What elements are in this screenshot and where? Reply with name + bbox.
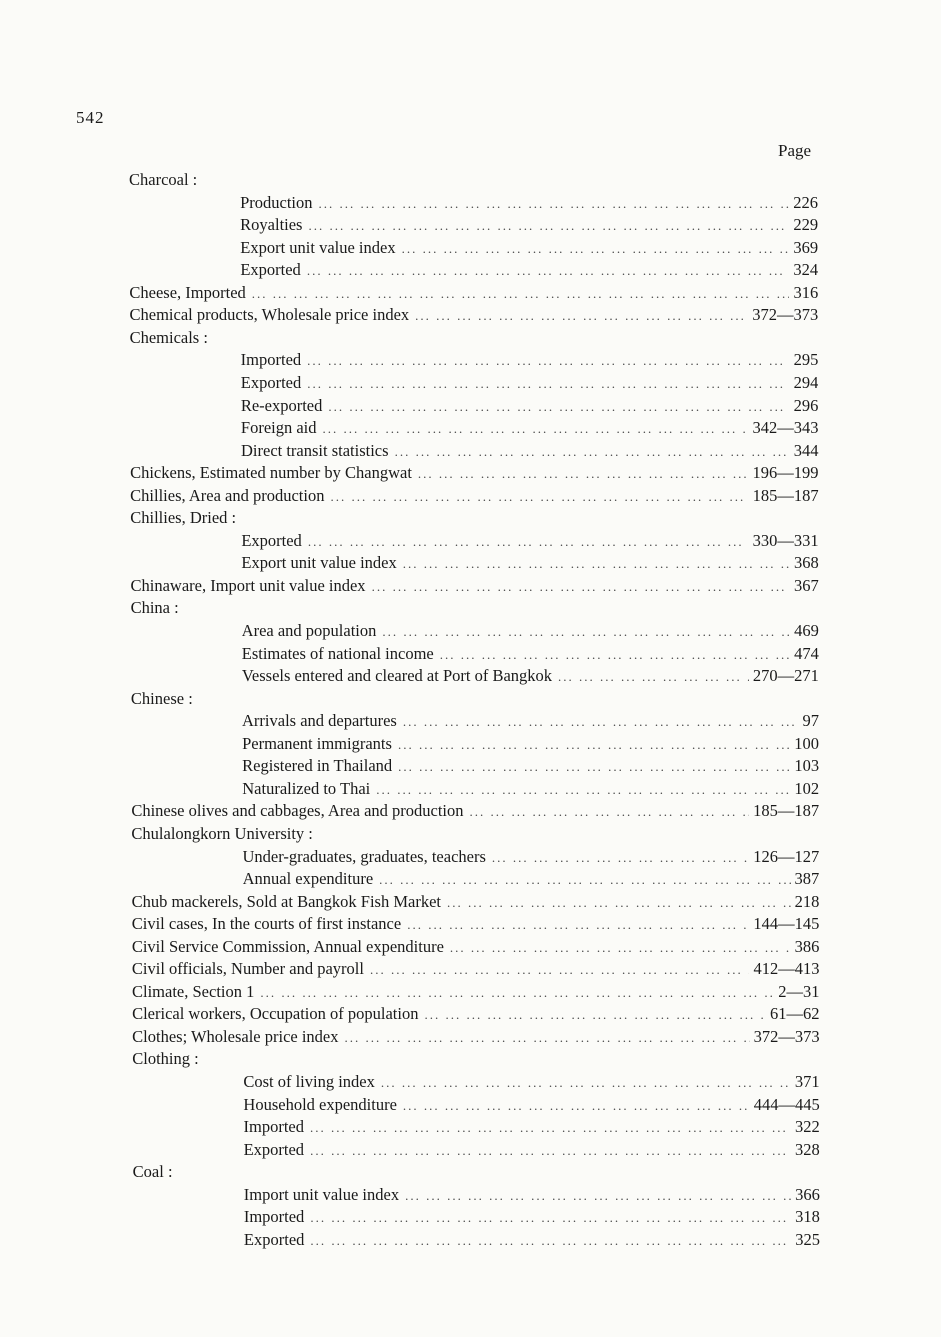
entry-page: 318 — [795, 1207, 820, 1227]
entry-label: Area and population — [241, 621, 377, 640]
index-entry — [132, 959, 820, 981]
dot-leader — [447, 895, 791, 911]
entry-label: Clerical workers, Occupation of population — [132, 1004, 419, 1024]
entry-label: Arrivals and departures — [242, 711, 397, 731]
entry-page: 226 — [793, 192, 819, 212]
index-entry — [131, 576, 819, 598]
index-subentry — [241, 441, 819, 463]
index-subentry — [243, 1095, 819, 1117]
index-subentry — [243, 869, 820, 891]
dot-leader — [450, 940, 791, 956]
entry-page: 103 — [794, 756, 820, 776]
page-column-header: Page — [778, 141, 812, 160]
dot-leader — [310, 1210, 791, 1226]
dot-leader — [307, 263, 790, 279]
entry-page: 296 — [793, 395, 819, 415]
entry-page: 325 — [795, 1229, 820, 1249]
entry-page: 97 — [802, 711, 819, 731]
dot-leader — [345, 1030, 750, 1046]
dot-leader — [402, 241, 790, 257]
index-heading: Chemicals : — [129, 327, 208, 347]
dot-leader — [407, 917, 749, 933]
entry-page: 61—62 — [770, 1004, 820, 1024]
index-subentry — [244, 1117, 820, 1139]
page-number: 542 — [76, 108, 105, 127]
entry-label: Clothes; Wholesale price index — [132, 1026, 339, 1046]
entry-page: 369 — [793, 237, 819, 257]
dot-leader — [376, 782, 790, 798]
index-subentry — [242, 666, 819, 688]
dot-leader — [370, 962, 750, 978]
entry-page: 330—331 — [752, 530, 819, 550]
index-entry — [129, 283, 818, 305]
entry-label: Chickens, Estimated number by Changwat — [130, 463, 412, 483]
index-subentry — [242, 621, 819, 643]
dot-leader — [440, 647, 790, 663]
index-heading: China : — [130, 598, 179, 618]
entry-page: 2—31 — [778, 981, 820, 1001]
index-entry — [132, 982, 820, 1004]
dot-leader — [558, 669, 749, 685]
entry-page: 102 — [794, 778, 820, 798]
index-subentry — [243, 1072, 819, 1094]
dot-leader — [307, 376, 789, 392]
entry-page: 387 — [794, 869, 820, 889]
dot-leader — [307, 353, 789, 369]
index-subentry — [241, 373, 819, 395]
entry-label: Civil Service Commission, Annual expenditure — [131, 936, 444, 956]
entry-page: 100 — [794, 733, 820, 753]
entry-page: 185—187 — [752, 485, 819, 505]
entry-page: 367 — [794, 575, 819, 595]
index-entry — [132, 1027, 819, 1049]
entry-label: Climate, Section 1 — [132, 981, 255, 1001]
entry-label: Cheese, Imported — [129, 282, 246, 302]
index-entry — [132, 914, 820, 936]
index-subentry — [240, 260, 818, 282]
entry-label: Civil cases, In the courts of first instance — [131, 914, 402, 934]
index-subentry — [241, 531, 818, 553]
entry-page: 372—373 — [753, 1026, 820, 1046]
entry-label: Re-exported — [240, 395, 323, 415]
entry-label: Chinese olives and cabbages, Area and production — [131, 801, 464, 821]
entry-page: 316 — [793, 282, 819, 302]
entry-label: Exported — [241, 530, 302, 550]
entry-label: Chinaware, Import unit value index — [130, 575, 366, 595]
entry-page: 412—413 — [753, 959, 820, 979]
entry-page: 328 — [795, 1139, 820, 1159]
entry-label: Foreign aid — [240, 418, 317, 438]
entry-page: 229 — [793, 215, 819, 235]
entry-page: 474 — [794, 643, 819, 663]
entry-label: Exported — [243, 1139, 305, 1159]
entry-page: 322 — [795, 1117, 820, 1137]
entry-label: Royalties — [240, 215, 303, 235]
entry-page: 342—343 — [752, 418, 819, 438]
dot-leader — [405, 1188, 791, 1204]
entry-page: 218 — [794, 891, 820, 911]
entry-label: Imported — [240, 350, 302, 370]
entry-page: 144—145 — [753, 914, 820, 934]
index-heading: Charcoal : — [129, 170, 198, 189]
dot-leader — [395, 444, 790, 460]
index-subentry — [241, 350, 819, 372]
index-heading: Chillies, Dried : — [130, 508, 237, 528]
dot-leader — [310, 1120, 791, 1136]
entry-label: Production — [240, 192, 313, 212]
index-entry — [130, 486, 818, 508]
dot-leader — [252, 286, 790, 302]
dot-leader — [418, 466, 749, 482]
dot-leader — [398, 737, 790, 753]
index-subentry — [242, 711, 819, 733]
index-entry — [131, 801, 819, 823]
entry-page: 372—373 — [752, 305, 819, 325]
entry-label: Import unit value index — [243, 1184, 400, 1204]
entry-label: Chillies, Area and production — [130, 485, 325, 505]
index-subentry — [240, 193, 818, 215]
entry-page: 366 — [795, 1184, 820, 1204]
dot-leader — [308, 534, 749, 550]
index-subentry — [242, 734, 819, 756]
entry-page: 371 — [794, 1072, 820, 1091]
index-subentry — [244, 1185, 820, 1207]
dot-leader — [260, 985, 774, 1001]
index-subentry — [244, 1140, 820, 1162]
index-entry — [132, 1004, 819, 1026]
entry-label: Direct transit statistics — [241, 440, 389, 460]
entry-page: 324 — [793, 260, 819, 280]
dot-leader — [382, 624, 790, 640]
entry-page: 185—187 — [753, 801, 820, 821]
index-subentry — [244, 1230, 820, 1252]
entry-page: 196—199 — [752, 463, 819, 483]
index-heading: Clothing : — [132, 1049, 199, 1069]
entry-label: Permanent immigrants — [242, 733, 392, 753]
entry-page: 295 — [793, 350, 819, 370]
entry-label: Export unit value index — [240, 237, 396, 257]
dot-leader — [310, 1233, 791, 1249]
dot-leader — [470, 804, 750, 820]
entry-label: Registered in Thailand — [242, 756, 393, 776]
dot-leader — [398, 759, 790, 775]
dot-leader — [323, 421, 749, 437]
dot-leader — [492, 850, 749, 866]
entry-label: Chemical products, Wholesale price index — [129, 305, 410, 325]
dot-leader — [403, 714, 799, 730]
index-subentry — [241, 418, 819, 440]
dot-leader — [379, 872, 790, 888]
index-subentry — [242, 644, 819, 666]
index-subentry — [243, 847, 820, 869]
index-entry — [132, 892, 820, 914]
index-heading: Chulalongkorn University : — [131, 823, 313, 843]
entry-page: 444—445 — [753, 1094, 820, 1114]
entry-label: Imported — [243, 1117, 304, 1137]
index-subentry — [240, 238, 818, 260]
index-entry — [130, 463, 818, 485]
entry-label: Cost of living index — [243, 1072, 375, 1091]
index-heading: Coal : — [132, 1162, 173, 1182]
index-subentry — [242, 779, 819, 801]
entry-label: Under-graduates, graduates, teachers — [242, 846, 486, 866]
entry-page: 344 — [793, 440, 819, 460]
entry-label: Annual expenditure — [242, 869, 374, 889]
entry-label: Estimates of national income — [241, 643, 434, 663]
entry-label: Household expenditure — [243, 1094, 397, 1114]
dot-leader — [319, 196, 790, 212]
index-entry — [132, 937, 820, 959]
dot-leader — [330, 489, 748, 505]
entry-label: Imported — [243, 1207, 305, 1227]
entry-page: 469 — [794, 621, 819, 640]
dot-leader — [424, 1007, 766, 1023]
entry-page: 294 — [793, 372, 819, 392]
dot-leader — [328, 399, 789, 415]
entry-label: Civil officials, Number and payroll — [131, 959, 364, 979]
index-subentry — [244, 1207, 820, 1229]
entry-page: 386 — [794, 936, 820, 956]
entry-page: 270—271 — [752, 666, 819, 686]
entry-label: Export unit value index — [241, 553, 397, 573]
index-entry — [130, 305, 819, 327]
index-subentry — [240, 215, 818, 237]
index-subentry — [241, 553, 818, 575]
dot-leader — [403, 1098, 750, 1114]
index-subentry — [242, 756, 819, 778]
index-subentry — [241, 396, 819, 418]
dot-leader — [415, 308, 748, 324]
entry-label: Vessels entered and cleared at Port of Bangkok — [241, 666, 553, 686]
entry-label: Exported — [243, 1229, 305, 1249]
dot-leader — [308, 218, 789, 234]
entry-label: Naturalized to Thai — [242, 778, 371, 798]
entry-page: 126—127 — [753, 846, 820, 866]
dot-leader — [381, 1075, 791, 1091]
dot-leader — [403, 556, 790, 572]
entry-label: Chub mackerels, Sold at Bangkok Fish Market — [131, 891, 441, 911]
index-heading: Chinese : — [130, 688, 193, 708]
entry-page: 368 — [793, 553, 819, 573]
entry-label: Exported — [240, 372, 302, 392]
dot-leader — [372, 579, 790, 595]
entry-label: Exported — [240, 260, 301, 280]
dot-leader — [310, 1143, 791, 1159]
